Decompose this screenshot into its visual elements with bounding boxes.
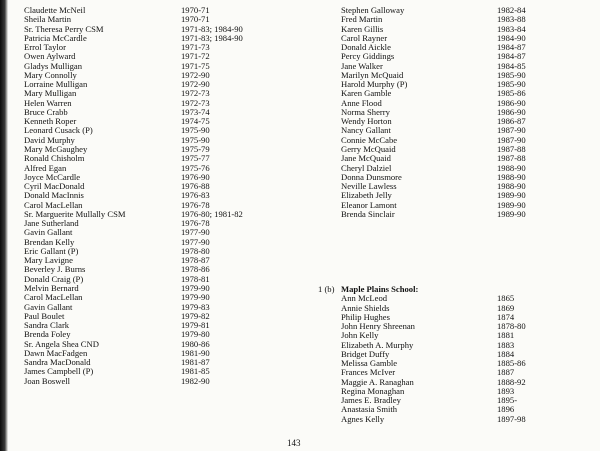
years-served: 1977-90	[181, 227, 210, 238]
section-marker: 1 (b)	[318, 284, 335, 294]
teacher-name: Donna Dunsmore	[341, 171, 402, 182]
years-served: 1975-90	[181, 134, 210, 145]
teacher-name: Gavin Gallant	[24, 301, 73, 312]
teacher-name: Paul Boulet	[24, 310, 65, 321]
years-served: 1987-90	[497, 125, 526, 136]
years-served: 1978-81	[181, 273, 210, 284]
years-served: 1987-90	[497, 134, 526, 145]
teacher-name: Mary Connolly	[24, 69, 77, 80]
years-served: 1970-71	[181, 14, 210, 25]
teacher-name: Melissa Gamble	[341, 358, 398, 369]
list-item	[24, 377, 294, 386]
teacher-name: Claudette McNeil	[24, 5, 86, 15]
teacher-name: Kenneth Roper	[24, 116, 77, 127]
years-served: 1897-98	[497, 413, 526, 424]
teacher-name: Sr. Marguerite Mullally CSM	[24, 208, 126, 219]
teacher-name: Sandra Clark	[24, 320, 70, 331]
teacher-name: Annie Shields	[341, 302, 390, 313]
years-served: 1986-90	[497, 106, 526, 117]
teacher-name: Lorraine Mulligan	[24, 79, 88, 90]
maple-plains-section	[341, 285, 591, 424]
teacher-name: John Kelly	[341, 330, 379, 341]
teacher-name: Jane McQuaid	[341, 153, 391, 164]
list-item	[24, 303, 294, 312]
teacher-name: Fred Martin	[341, 14, 383, 25]
list-item	[341, 322, 591, 331]
years-served: 1973-74	[181, 106, 210, 117]
years-served: 1971-73	[181, 42, 210, 53]
years-served: 1984-87	[497, 51, 526, 62]
years-served: 1865	[497, 293, 515, 304]
years-served: 1972-90	[181, 79, 210, 90]
years-served: 1987-88	[497, 153, 526, 164]
teacher-name: Donald Craig (P)	[24, 273, 84, 284]
teacher-name: Sr. Theresa Perry CSM	[24, 23, 104, 34]
teacher-name: Mary Mulligan	[24, 88, 77, 99]
teacher-name: Cheryl Dalziel	[341, 162, 392, 173]
teacher-name: Mary Lavigne	[24, 255, 73, 266]
teacher-name: Helen Warren	[24, 97, 72, 108]
years-served: 1979-80	[181, 329, 210, 340]
teacher-name: Carol MacLellan	[24, 292, 83, 303]
years-served: 1975-77	[181, 153, 210, 164]
years-served: 1984-87	[497, 42, 526, 53]
years-served: 1976-78	[181, 199, 210, 210]
years-served: 1874	[497, 311, 515, 322]
years-served: 1976-78	[181, 218, 210, 229]
teacher-name: Wendy Horton	[341, 116, 392, 127]
teacher-list-right-column	[341, 6, 591, 219]
teacher-name: Harold Murphy (P)	[341, 79, 408, 90]
teacher-name: Agnes Kelly	[341, 413, 385, 424]
teacher-name: Connie McCabe	[341, 134, 398, 145]
years-served: 1984-85	[497, 60, 526, 71]
years-served: 1988-90	[497, 181, 526, 192]
years-served: 1881	[497, 330, 515, 341]
teacher-name: Stephen Galloway	[341, 5, 405, 15]
teacher-name: Anne Flood	[341, 97, 382, 108]
teacher-name: Jane Walker	[341, 60, 383, 71]
teacher-name: Karen Gamble	[341, 88, 392, 99]
years-served: 1978-87	[181, 255, 210, 266]
years-served: 1981-85	[181, 366, 210, 377]
teacher-name: Beverley J. Burns	[24, 264, 86, 275]
years-served: 1978-86	[181, 264, 210, 275]
years-served: 1976-90	[181, 171, 210, 182]
page-number: 143	[287, 438, 301, 448]
years-served: 1989-90	[497, 208, 526, 219]
teacher-name: Bruce Crabb	[24, 106, 68, 117]
years-served: 1971-83; 1984-90	[181, 32, 243, 43]
years-served: 1975-76	[181, 162, 210, 173]
teacher-name: Anastasia Smith	[341, 404, 398, 415]
years-served: 1895-	[497, 395, 518, 406]
book-spine-shadow	[0, 0, 8, 451]
teacher-name: Cyril MacDonald	[24, 181, 85, 192]
years-served: 1979-82	[181, 310, 210, 321]
teacher-name: Gladys Mulligan	[24, 60, 83, 71]
years-served: 1869	[497, 302, 515, 313]
teacher-name: Percy Giddings	[341, 51, 395, 62]
years-served: 1985-90	[497, 79, 526, 90]
years-served: 1884	[497, 348, 515, 359]
teacher-name: Melvin Bernard	[24, 282, 79, 293]
teacher-name: Gerry McQuaid	[341, 143, 396, 154]
years-served: 1983-84	[497, 23, 526, 34]
years-served: 1982-90	[181, 375, 210, 386]
years-served: 1980-86	[181, 338, 210, 349]
years-served: 1888-92	[497, 376, 526, 387]
teacher-name: Owen Aylward	[24, 51, 76, 62]
years-served: 1878-80	[497, 321, 526, 332]
years-served: 1971-72	[181, 51, 210, 62]
years-served: 1979-81	[181, 320, 210, 331]
teacher-name: Elizabeth Jelly	[341, 190, 392, 201]
teacher-name: Norma Sherry	[341, 106, 390, 117]
years-served: 1972-90	[181, 69, 210, 80]
teacher-name: Eleanor Lamont	[341, 199, 397, 210]
teacher-name: Bridget Duffy	[341, 348, 390, 359]
teacher-name: Brendan Kelly	[24, 236, 75, 247]
teacher-name: Alfred Egan	[24, 162, 67, 173]
teacher-name: Donald Aickle	[341, 42, 391, 53]
years-served: 1983-88	[497, 14, 526, 25]
teacher-name: Ronald Chisholm	[24, 153, 85, 164]
teacher-name: Patricia McCardle	[24, 32, 87, 43]
teacher-name: Regina Monaghan	[341, 385, 405, 396]
teacher-name: Gavin Gallant	[24, 227, 73, 238]
teacher-name: Joan Boswell	[24, 375, 71, 386]
section-heading: Maple Plains School:	[341, 284, 419, 294]
list-item	[341, 415, 591, 424]
years-served: 1989-90	[497, 190, 526, 201]
teacher-name: Sheila Martin	[24, 14, 72, 25]
years-served: 1970-71	[181, 5, 210, 15]
teacher-name: Eric Gallant (P)	[24, 245, 79, 256]
years-served: 1975-79	[181, 143, 210, 154]
years-served: 1976-88	[181, 181, 210, 192]
teacher-name: Sr. Angela Shea CND	[24, 338, 99, 349]
years-served: 1883	[497, 339, 515, 350]
teacher-name: Nancy Gallant	[341, 125, 391, 136]
years-served: 1979-90	[181, 292, 210, 303]
years-served: 1976-83	[181, 190, 210, 201]
years-served: 1986-87	[497, 116, 526, 127]
years-served: 1981-90	[181, 347, 210, 358]
teacher-name: Donald MacInnis	[24, 190, 84, 201]
teacher-name: Neville Lawless	[341, 181, 397, 192]
years-served: 1977-90	[181, 236, 210, 247]
years-served: 1971-75	[181, 60, 210, 71]
teacher-name: Dawn MacFadgen	[24, 347, 88, 358]
teacher-name: Frances McIver	[341, 367, 396, 378]
years-served: 1988-90	[497, 162, 526, 173]
teacher-name: Jane Sutherland	[24, 218, 79, 229]
years-served: 1979-83	[181, 301, 210, 312]
years-served: 1978-80	[181, 245, 210, 256]
teacher-name: Leonard Cusack (P)	[24, 125, 93, 136]
years-served: 1982-84	[497, 5, 526, 15]
years-served: 1887	[497, 367, 515, 378]
teacher-name: Sandra MacDonald	[24, 357, 91, 368]
years-served: 1974-75	[181, 116, 210, 127]
years-served: 1985-86	[497, 88, 526, 99]
teacher-list-left-column	[24, 6, 294, 386]
years-served: 1988-90	[497, 171, 526, 182]
teacher-name: Marilyn McQuaid	[341, 69, 404, 80]
years-served: 1979-90	[181, 282, 210, 293]
years-served: 1971-83; 1984-90	[181, 23, 243, 34]
teacher-name: Philip Hughes	[341, 311, 390, 322]
years-served: 1975-90	[181, 125, 210, 136]
teacher-name: James Campbell (P)	[24, 366, 94, 377]
teacher-name: Karen Gillis	[341, 23, 384, 34]
years-served: 1989-90	[497, 199, 526, 210]
teacher-name: David Murphy	[24, 134, 75, 145]
teacher-name: Carol MacLellan	[24, 199, 83, 210]
teacher-name: Elizabeth A. Murphy	[341, 339, 414, 350]
teacher-name: Joyce McCardle	[24, 171, 81, 182]
teacher-name: Maggie A. Ranaghan	[341, 376, 414, 387]
list-item	[341, 210, 591, 219]
years-served: 1976-80; 1981-82	[181, 208, 243, 219]
years-served: 1984-90	[497, 32, 526, 43]
teacher-name: Mary McGaughey	[24, 143, 88, 154]
teacher-name: Brenda Foley	[24, 329, 71, 340]
years-served: 1885-86	[497, 358, 526, 369]
years-served: 1896	[497, 404, 515, 415]
years-served: 1893	[497, 385, 515, 396]
years-served: 1972-73	[181, 88, 210, 99]
years-served: 1987-88	[497, 143, 526, 154]
years-served: 1985-90	[497, 69, 526, 80]
teacher-name: James E. Bradley	[341, 395, 401, 406]
teacher-name: Errol Taylor	[24, 42, 66, 53]
years-served: 1986-90	[497, 97, 526, 108]
teacher-name: Ann McLeod	[341, 293, 388, 304]
teacher-name: Carol Rayner	[341, 32, 388, 43]
years-served: 1972-73	[181, 97, 210, 108]
teacher-name: John Henry Shreenan	[341, 321, 415, 332]
years-served: 1981-87	[181, 357, 210, 368]
teacher-name: Brenda Sinclair	[341, 208, 395, 219]
